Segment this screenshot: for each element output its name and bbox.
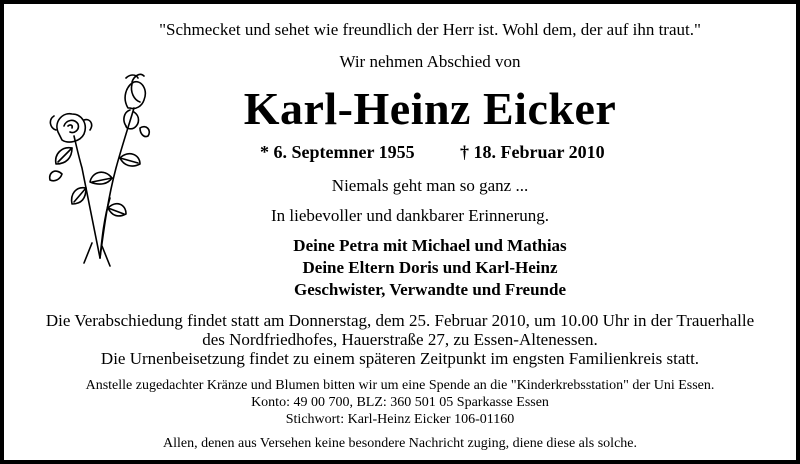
birth-date: * 6. Septemner 1955 (260, 142, 415, 162)
motto-line: Niemals geht man so ganz ... (331, 176, 529, 195)
donation-line: Anstelle zugedachter Kränze und Blumen bitten wir um eine Spende an die "Kinderkrebsstation" der Uni Essen. (85, 378, 715, 393)
remembrance-line: In liebevoller und dankbarer Erinnerung. (270, 206, 550, 225)
mourner-line: Deine Petra mit Michael und Mathias (293, 236, 567, 255)
closing-note: Allen, denen aus Versehen keine besondere Nachricht zuging, diene diese als solche. (162, 436, 638, 451)
ceremony-line: Die Verabschiedung findet statt am Donnerstag, dem 25. Februar 2010, um 10.00 Uhr in der Trauerhalle (45, 311, 755, 330)
mourner-line: Geschwister, Verwandte und Freunde (293, 280, 567, 299)
mourner-line: Deine Eltern Doris und Karl-Heinz (302, 258, 558, 277)
ceremony-line: des Nordfriedhofes, Hauerstraße 27, zu Essen-Altenessen. (202, 330, 598, 349)
donation-line: Konto: 49 00 700, BLZ: 360 501 05 Sparkasse Essen (251, 395, 549, 410)
scripture-quote: "Schmecket und sehet wie freundlich der Herr ist. Wohl dem, der auf ihn traut." (159, 20, 701, 39)
deceased-name: Karl-Heinz Eicker (243, 83, 617, 134)
donation-line: Stichwort: Karl-Heinz Eicker 106-01160 (285, 412, 515, 427)
farewell-heading: Wir nehmen Abschied von (339, 52, 521, 71)
death-date: † 18. Februar 2010 (460, 142, 605, 162)
ceremony-line: Die Urnenbeisetzung findet zu einem späteren Zeitpunkt im engsten Familienkreis statt. (100, 349, 700, 368)
